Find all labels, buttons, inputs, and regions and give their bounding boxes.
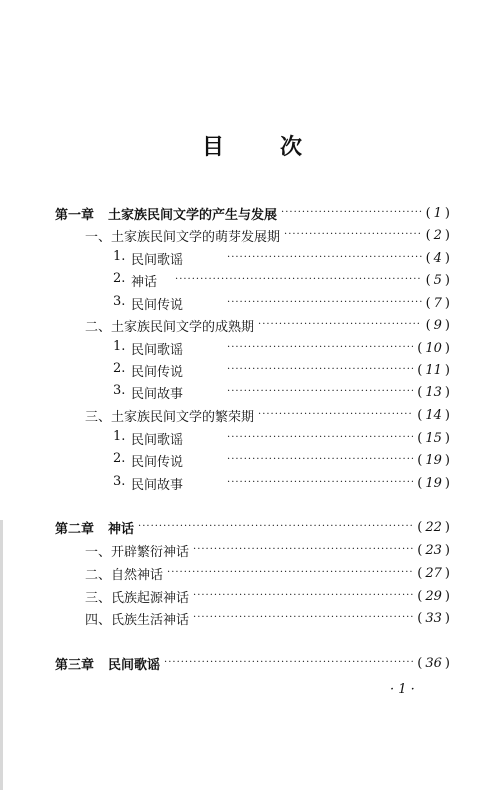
toc-subsection[interactable] [0,293,504,313]
page-ref: ( 13 ) [417,384,450,400]
page-ref: ( 22 ) [417,519,450,535]
page-ref: ( 27 ) [417,565,450,581]
page-ref: ( 19 ) [417,452,450,468]
toc-subsection[interactable] [0,338,504,358]
dot-leader [164,656,413,670]
page-number: · 1 · [390,682,415,697]
chapter-number: 第二章 [55,521,95,537]
toc-subsection[interactable] [0,450,504,470]
dot-leader [167,566,413,580]
section-title: 三、氏族起源神话 [85,590,190,606]
chapter-number: 第一章 [55,207,95,223]
page-ref: ( 19 ) [417,475,450,491]
page-ref: ( 29 ) [417,588,450,604]
dot-leader [227,476,413,490]
dot-leader [284,228,422,242]
dot-leader [227,453,413,467]
dot-leader [281,206,422,220]
subsection-number: 3. [113,473,126,489]
toc-section[interactable] [0,586,504,606]
dot-leader [258,318,422,332]
toc-section[interactable] [0,563,504,583]
dot-leader [193,611,413,625]
dot-leader [193,543,413,557]
section-title: 三、土家族民间文学的繁荣期 [85,409,255,425]
dot-leader [227,296,422,310]
subsection-title: 民间故事 [131,477,184,493]
dot-leader [175,273,422,287]
page-ref: ( 14 ) [417,407,450,423]
section-title: 一、土家族民间文学的萌芽发展期 [85,229,281,245]
toc-section[interactable] [0,315,504,335]
subsection-title: 民间传说 [131,454,184,470]
subsection-number: 2. [113,450,126,466]
page-ref: ( 36 ) [417,655,450,671]
subsection-title: 民间传说 [131,297,184,313]
page-ref: ( 9 ) [425,317,450,333]
chapter-title: 神话 [108,521,135,537]
page-ref: ( 2 ) [425,227,450,243]
chapter-number: 第三章 [55,657,95,673]
page-ref: ( 23 ) [417,542,450,558]
toc-subsection[interactable] [0,428,504,448]
subsection-number: 1. [113,428,126,444]
page-ref: ( 15 ) [417,430,450,446]
subsection-title: 民间歌谣 [131,432,184,448]
subsection-title: 民间故事 [131,386,184,402]
subsection-title: 民间歌谣 [131,252,184,268]
page-title [0,130,504,161]
toc-subsection[interactable] [0,473,504,493]
toc-subsection[interactable] [0,270,504,290]
dot-leader [138,520,413,534]
chapter-title: 土家族民间文学的产生与发展 [108,207,278,223]
subsection-number: 3. [113,293,126,309]
title-char-1: 目 [201,134,224,160]
section-title: 二、土家族民间文学的成熟期 [85,319,255,335]
section-title: 一、开辟繁衍神话 [85,544,190,560]
page-ref: ( 11 ) [417,362,450,378]
dot-leader [227,341,413,355]
page-ref: ( 1 ) [425,205,450,221]
toc-chapter-3[interactable] [0,653,504,673]
dot-leader [227,251,422,265]
toc-section[interactable] [0,225,504,245]
toc-chapter-2[interactable] [0,517,504,537]
subsection-title: 民间传说 [131,364,184,380]
dot-leader [227,385,413,399]
dot-leader [227,431,413,445]
subsection-number: 2. [113,360,126,376]
subsection-number: 1. [113,338,126,354]
page-ref: ( 4 ) [425,250,450,266]
subsection-number: 3. [113,382,126,398]
toc-subsection[interactable] [0,248,504,268]
dot-leader [227,363,413,377]
subsection-number: 2. [113,270,126,286]
subsection-number: 1. [113,248,126,264]
subsection-title: 神话 [131,274,158,290]
section-title: 四、氏族生活神话 [85,612,190,628]
page-ref: ( 10 ) [417,340,450,356]
section-title: 二、自然神话 [85,567,164,583]
dot-leader [258,408,413,422]
subsection-title: 民间歌谣 [131,342,184,358]
page-ref: ( 33 ) [417,610,450,626]
page-ref: ( 5 ) [425,272,450,288]
dot-leader [193,589,413,603]
chapter-title: 民间歌谣 [108,657,161,673]
toc-section[interactable] [0,608,504,628]
toc-section[interactable] [0,540,504,560]
toc-chapter-1[interactable] [0,203,504,223]
title-char-2: 次 [280,134,303,160]
page-ref: ( 7 ) [425,295,450,311]
toc-subsection[interactable] [0,382,504,402]
toc-section[interactable] [0,405,504,425]
toc-subsection[interactable] [0,360,504,380]
